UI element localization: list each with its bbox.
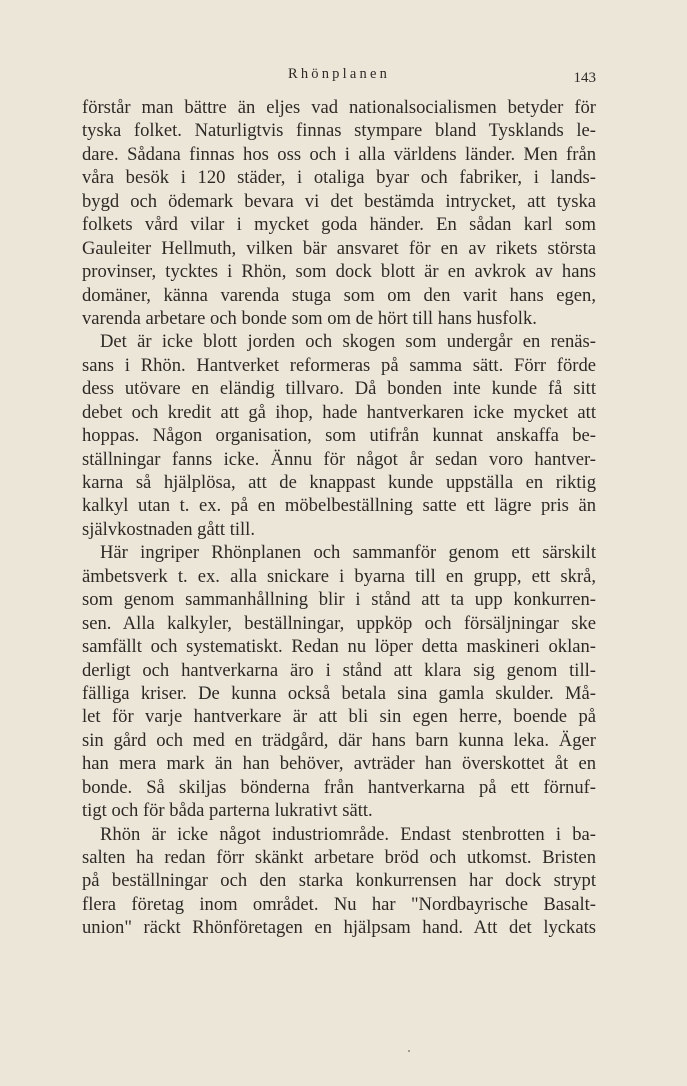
text-line: ställningar fanns icke. Ännu för något år sedan voro hantver- xyxy=(82,448,596,470)
text-line: våra besök i 120 städer, i otaliga byar och fabriker, i lands- xyxy=(82,167,596,189)
paper-speck xyxy=(408,1050,410,1052)
text-line: dare. Sådana finnas hos oss och i alla världens länder. Men från xyxy=(82,143,596,165)
text-line: som genom sammanhållning blir i stånd att ta upp konkurren- xyxy=(82,589,596,611)
text-line: han mera mark än han behöver, avträder han överskottet åt en xyxy=(82,753,596,775)
text-line: domäner, känna varenda stuga som om den varit hans egen, xyxy=(82,284,596,306)
text-line: varenda arbetare och bonde som om de hört till hans husfolk. xyxy=(82,307,537,329)
text-line: ämbetsverk t. ex. alla snickare i byarna till en grupp, ett skrå, xyxy=(82,565,596,587)
text-line: bonde. Så skiljas bönderna från hantverkarna på ett förnuf- xyxy=(82,776,596,798)
text-line: karna så hjälplösa, att de knappast kunde uppställa en riktig xyxy=(82,472,596,493)
text-line: flera företag inom området. Nu har "Nordbayrische Basalt- xyxy=(82,893,596,915)
page-number: 143 xyxy=(573,70,596,86)
text-line: let för varje hantverkare är att bli sin egen herre, boende på xyxy=(82,706,596,728)
text-line: union" räckt Rhönföretagen en hjälpsam hand. Att det lyckats xyxy=(82,917,596,939)
text-line: Gauleiter Hellmuth, vilken bär ansvaret för en av rikets största xyxy=(82,237,596,259)
text-line: samfällt och systematiskt. Redan nu löper detta maskineri oklan- xyxy=(82,636,596,658)
text-line: på beställningar och den starka konkurrensen har dock strypt xyxy=(82,870,596,892)
text-line: provinser, tycktes i Rhön, som dock blott är en avkrok av hans xyxy=(82,261,596,283)
running-title: Rhönplanen xyxy=(287,66,391,82)
text-line: tigt och för båda parterna lukrativt sätt. xyxy=(82,800,373,822)
text-line: salten ha redan förr skänkt arbetare bröd och utkomst. Bristen xyxy=(82,847,596,868)
text-line: Rhön är icke något industriområde. Endast stenbrotten i ba- xyxy=(100,823,596,845)
text-line: självkostnaden gått till. xyxy=(82,518,255,540)
text-line: fälliga kriser. De kunna också betala sina gamla skulder. Må- xyxy=(82,682,596,704)
text-line: folkets vård vilar i mycket goda händer. En sådan karl som xyxy=(82,214,596,236)
text-line: Här ingriper Rhönplanen och sammanför genom ett särskilt xyxy=(100,542,596,564)
text-line: sans i Rhön. Hantverket reformeras på samma sätt. Förr förde xyxy=(82,354,596,376)
text-line: hoppas. Någon organisation, som utifrån kunnat anskaffa be- xyxy=(82,425,596,447)
text-line: förstår man bättre än eljes vad nationalsocialismen betyder för xyxy=(82,97,596,118)
text-line: tyska folket. Naturligtvis finnas stympare bland Tysklands le- xyxy=(82,120,596,142)
text-line: sin gård och med en trädgård, där hans barn kunna leka. Äger xyxy=(82,729,596,751)
text-line: Det är icke blott jorden och skogen som undergår en renäs- xyxy=(100,331,596,353)
text-line: kalkyl utan t. ex. på en möbelbeställning satte ett lägre pris än xyxy=(82,495,596,517)
text-line: derligt och hantverkarna äro i stånd att klara sig genom till- xyxy=(82,659,596,681)
text-line: sen. Alla kalkyler, beställningar, uppköp och försäljningar ske xyxy=(82,612,596,634)
text-line: debet och kredit att gå ihop, hade hantverkaren icke mycket att xyxy=(82,401,596,423)
page-header xyxy=(82,64,596,88)
text-line: dess utövare en eländig tillvaro. Då bonden inte kunde få sitt xyxy=(82,378,596,400)
body-text xyxy=(82,96,596,940)
text-line: bygd och ödemark bevara vi det bestämda intrycket, att tyska xyxy=(82,190,596,212)
